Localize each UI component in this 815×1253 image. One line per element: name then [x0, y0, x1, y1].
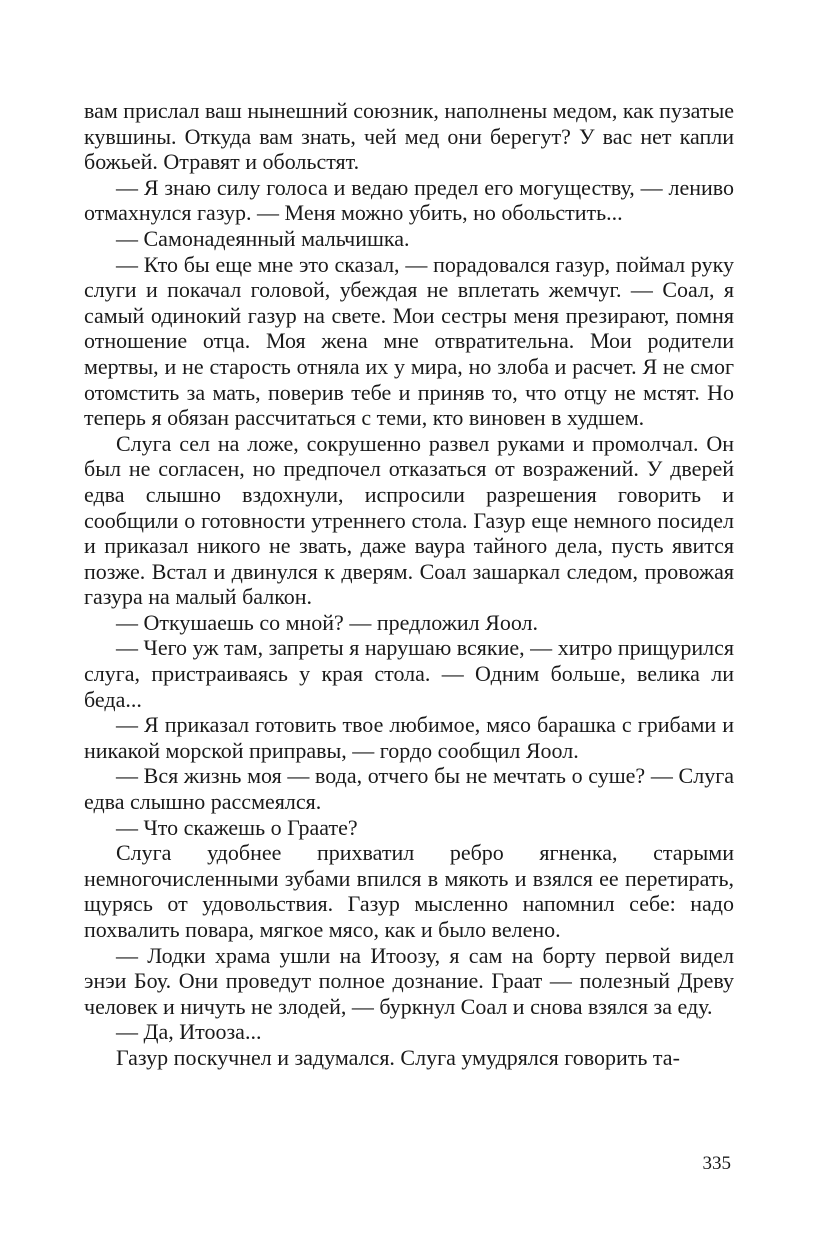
paragraph-14: Газур поскучнел и задумался. Слуга умудрялся говорить та-	[116, 1044, 680, 1070]
paragraph-7: — Чего уж там, запреты я нарушаю всякие, — хитро прищурился слуга, пристраиваясь у края стола. — Одним больше, велика ли беда...	[84, 635, 734, 712]
paragraph-6: — Откушаешь со мной? — предложил Яоол.	[116, 609, 539, 635]
page-text	[84, 98, 734, 1071]
paragraph-13: — Да, Итооза...	[116, 1019, 262, 1045]
paragraph-1: вам прислал ваш нынешний союзник, наполнены медом, как пузатые кувшины. Откуда вам знать, чей мед они берегут? У вас нет капли божьей. Отравят и обольстят.	[84, 98, 734, 175]
paragraph-4: — Кто бы еще мне это сказал, — порадовался газур, поймал руку слуги и покачал головой, убеждая не вплетать жемчуг. — Соал, я самый одинокий газур на свете. Мои сестры меня презирают, помня отношение отца. Моя жена мне отвратительна. Мои родители мертвы, и не старость отняла их у мира, но злоба и расчет. Я не смог отомстить за мать, поверив тебе и приняв то, что отцу не мстят. Но теперь я обязан рассчитаться с теми, кто виновен в худшем.	[84, 251, 734, 431]
paragraph-11: Слуга удобнее прихватил ребро ягненка, старыми немногочисленными зубами впился в мякоть и взялся ее перетирать, щурясь от удовольствия. Газур мысленно напомнил себе: надо похвалить повара, мягкое мясо, как и было велено.	[84, 840, 734, 942]
paragraph-5: Слуга сел на ложе, сокрушенно развел руками и промолчал. Он был не согласен, но предпочел отказаться от возражений. У дверей едва слышно вздохнули, испросили разрешения говорить и сообщили о готовности утреннего стола. Газур еще немного посидел и приказал никого не звать, даже ваура тайного дела, пусть явится позже. Встал и двинулся к дверям. Соал зашаркал следом, провожая газура на малый балкон.	[84, 430, 734, 610]
paragraph-2: — Я знаю силу голоса и ведаю предел его могуществу, — лениво отмахнулся газур. — Меня можно убить, но обольстить...	[84, 174, 734, 226]
paragraph-8: — Я приказал готовить твое любимое, мясо барашка с грибами и никакой морской приправы, — гордо сообщил Яоол.	[84, 712, 734, 763]
paragraph-10: — Что скажешь о Граате?	[116, 814, 358, 840]
paragraph-3: — Самонадеянный мальчишка.	[116, 225, 410, 251]
paragraph-12: — Лодки храма ушли на Итоозу, я сам на борту первой видел энэи Боу. Они проведут полное дознание. Граат — полезный Древу человек и ничуть не злодей, — буркнул Соал и снова взялся за еду.	[84, 942, 734, 1019]
paragraph-9: — Вся жизнь моя — вода, отчего бы не мечтать о суше? — Слуга едва слышно рассмеялся.	[84, 763, 734, 815]
page-number: 335	[702, 1153, 731, 1174]
